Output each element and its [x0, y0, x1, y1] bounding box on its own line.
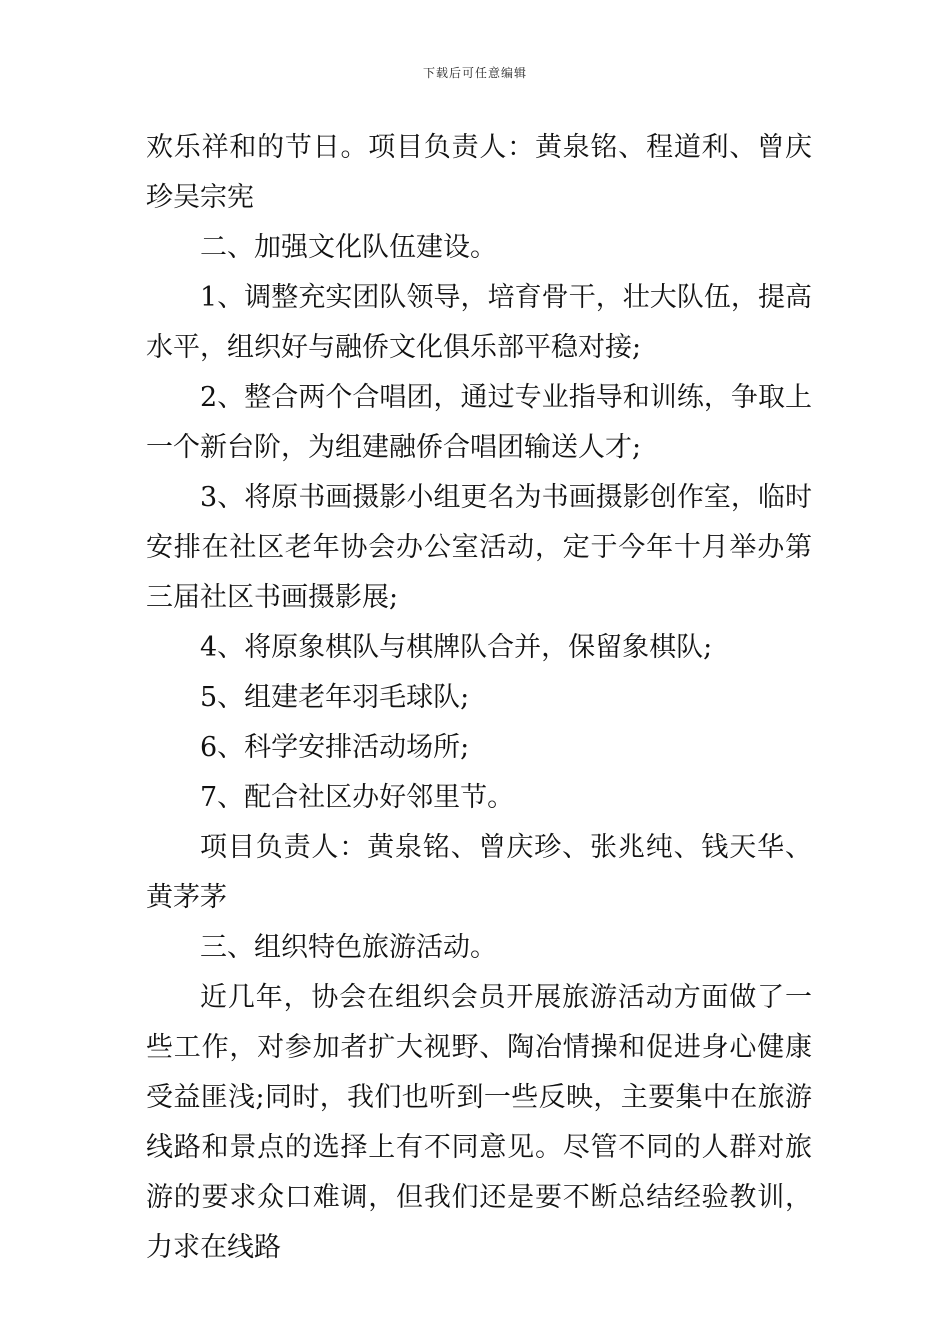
paragraph-tourism-body: 近几年，协会在组织会员开展旅游活动方面做了一些工作，对参加者扩大视野、陶冶情操和促进身心健康受益匪浅;同时，我们也听到一些反映，主要集中在旅游线路和景点的选择上有不同意见。尽管不同的人群对旅游的要求众口难调，但我们还是要不断总结经验教训，力求在线路 — [146, 982, 812, 1263]
page-header-note: 下载后可任意编辑 — [422, 66, 527, 80]
list-item-3: 3、将原书画摄影小组更名为书画摄影创作室，临时安排在社区老年协会办公室活动，定于今年十月举办第三届社区书画摄影展; — [146, 482, 812, 613]
list-item-4: 4、将原象棋队与棋牌队合并，保留象棋队; — [200, 632, 713, 663]
section-heading-culture-team: 二、加强文化队伍建设。 — [200, 232, 497, 263]
section-heading-tourism: 三、组织特色旅游活动。 — [200, 932, 497, 963]
list-item-6: 6、科学安排活动场所; — [200, 732, 470, 763]
paragraph-continuation: 欢乐祥和的节日。项目负责人：黄泉铭、程道利、曾庆珍吴宗宪 — [146, 132, 812, 213]
project-leaders: 项目负责人：黄泉铭、曾庆珍、张兆纯、钱天华、黄茅茅 — [146, 832, 812, 913]
document-body — [146, 123, 812, 1273]
list-item-2: 2、整合两个合唱团，通过专业指导和训练，争取上一个新台阶，为组建融侨合唱团输送人才; — [146, 382, 812, 463]
list-item-5: 5、组建老年羽毛球队; — [200, 682, 470, 713]
list-item-7: 7、配合社区办好邻里节。 — [200, 782, 515, 813]
list-item-1: 1、调整充实团队领导，培育骨干，壮大队伍，提高水平，组织好与融侨文化俱乐部平稳对接; — [146, 282, 812, 363]
